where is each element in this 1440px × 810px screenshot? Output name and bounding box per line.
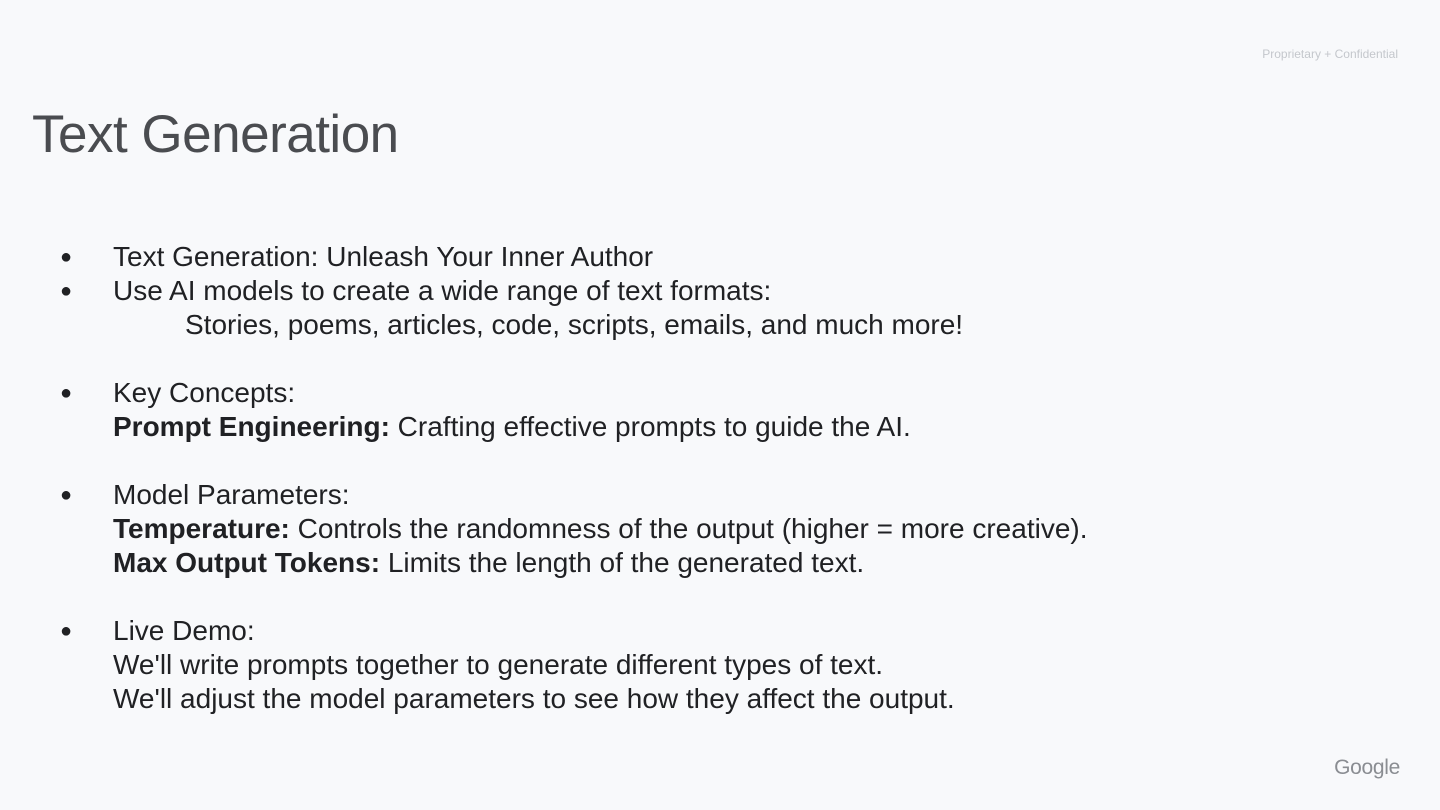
term-label: Temperature:	[113, 513, 290, 544]
bullet-subline	[185, 308, 963, 342]
bullet-text: Stories, poems, articles, code, scripts, emails, and much more!	[185, 309, 964, 340]
bullet-text: Key Concepts:	[113, 377, 296, 408]
term-description: Controls the randomness of the output (higher = more creative).	[289, 513, 1088, 544]
bullet-text: Text Generation: Unleash Your Inner Author	[113, 241, 654, 272]
bullet-subline	[113, 546, 864, 580]
google-logo: Google	[1334, 756, 1400, 779]
bullet-line	[113, 274, 771, 308]
slide-title: Text Generation	[32, 105, 399, 164]
bullet-text: Model Parameters:	[113, 479, 350, 510]
bullet-text: We'll write prompts together to generate different types of text.	[113, 649, 884, 680]
bullet-dot: ●	[60, 484, 73, 506]
bullet-line	[113, 240, 653, 274]
bullet-dot: ●	[60, 280, 73, 302]
bullet-dot: ●	[60, 246, 73, 268]
term-description: Crafting effective prompts to guide the AI.	[389, 411, 911, 442]
bullet-text: Use AI models to create a wide range of text formats:	[113, 275, 772, 306]
bullet-subline	[113, 512, 1088, 546]
bullet-line	[113, 478, 350, 512]
bullet-text: We'll adjust the model parameters to see how they affect the output.	[113, 683, 955, 714]
bullet-line	[113, 614, 255, 648]
bullet-dot: ●	[60, 620, 73, 642]
confidential-label: Proprietary + Confidential	[1262, 47, 1398, 61]
bullet-text: Live Demo:	[113, 615, 255, 646]
term-label: Max Output Tokens:	[113, 547, 381, 578]
bullet-subline	[113, 682, 955, 716]
bullet-dot: ●	[60, 382, 73, 404]
term-description: Limits the length of the generated text.	[380, 547, 865, 578]
bullet-line	[113, 376, 295, 410]
bullet-subline	[113, 410, 911, 444]
term-label: Prompt Engineering:	[113, 411, 390, 442]
bullet-subline	[113, 648, 883, 682]
